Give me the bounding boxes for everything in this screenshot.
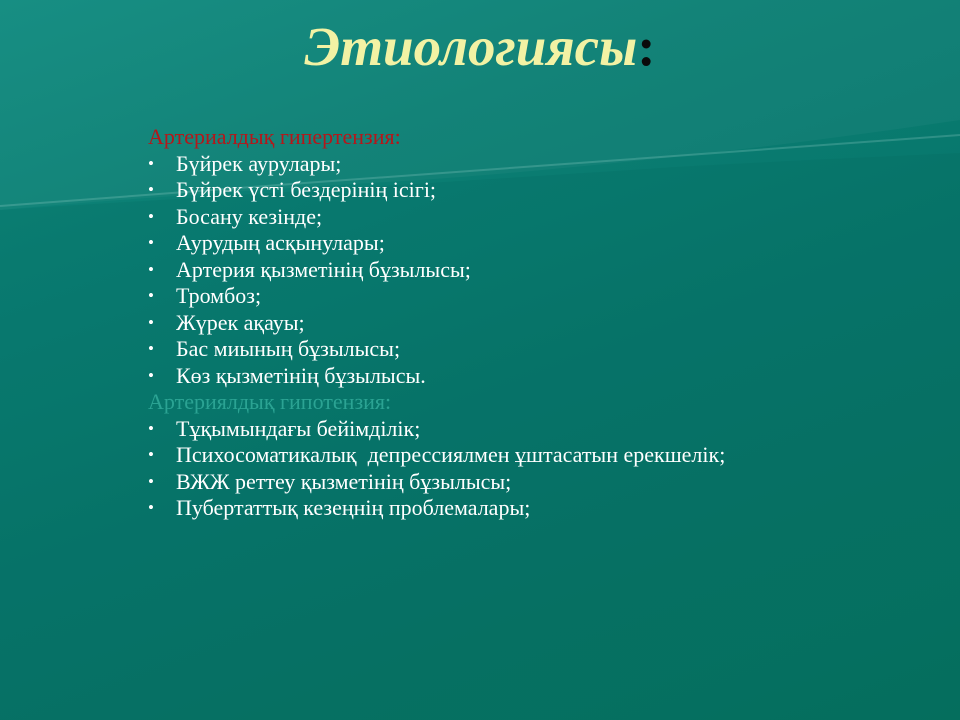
hypotension-list — [148, 416, 928, 522]
bullet-dot-icon: • — [148, 445, 154, 464]
bullet-dot-icon: • — [148, 471, 154, 491]
list-item-text: Бүйрек үсті бездерінің ісігі; — [176, 177, 437, 202]
list-item — [148, 416, 928, 443]
list-item — [148, 177, 928, 204]
list-item — [148, 363, 928, 390]
list-item-text: Жүрек ақауы; — [176, 309, 305, 335]
list-item-text: Артерия қызметінің бұзылысы; — [176, 256, 471, 282]
hypertension-heading: Артериалдық гипертензия: — [148, 124, 401, 149]
list-item-text: Босану кезінде; — [176, 203, 323, 229]
list-item-text: Психосоматикалық депрессиялмен ұштасатын ерекшелік; — [176, 442, 726, 467]
list-item-text: ВЖЖ реттеу қызметінің бұзылысы; — [176, 468, 512, 494]
title-text: Этиологиясы — [304, 16, 638, 77]
content-body — [148, 124, 928, 522]
list-item-text: Тұқымындағы бейімділік; — [176, 415, 421, 441]
list-item — [148, 204, 928, 231]
bullet-dot-icon: • — [148, 498, 154, 517]
list-item — [148, 469, 928, 496]
list-item — [148, 151, 928, 178]
page-title — [0, 14, 960, 80]
bullet-dot-icon: • — [148, 365, 154, 385]
list-item — [148, 283, 928, 310]
list-item-text: Бас миының бұзылысы; — [176, 336, 401, 361]
bullet-dot-icon: • — [148, 153, 154, 173]
bullet-dot-icon: • — [148, 180, 154, 199]
title-colon: : — [637, 16, 656, 77]
list-item-text: Аурудың асқынулары; — [176, 230, 385, 255]
list-item — [148, 442, 928, 469]
list-item-text: Бүйрек аурулары; — [176, 150, 342, 176]
bullet-dot-icon: • — [148, 312, 154, 332]
list-item — [148, 336, 928, 363]
list-item-text: Тромбоз; — [176, 283, 262, 308]
list-item-text: Пубертаттық кезеңнің проблемалары; — [176, 495, 531, 520]
bullet-dot-icon: • — [148, 286, 154, 305]
list-item — [148, 230, 928, 257]
list-item — [148, 310, 928, 337]
bullet-dot-icon: • — [148, 339, 154, 358]
list-item — [148, 495, 928, 522]
bullet-dot-icon: • — [148, 206, 154, 226]
hypotension-heading: Артериялдық гипотензия: — [148, 389, 392, 414]
hypertension-list — [148, 151, 928, 390]
list-item-text: Көз қызметінің бұзылысы. — [176, 362, 426, 388]
list-item — [148, 257, 928, 284]
bullet-dot-icon: • — [148, 418, 154, 438]
bullet-dot-icon: • — [148, 259, 154, 279]
bullet-dot-icon: • — [148, 233, 154, 252]
